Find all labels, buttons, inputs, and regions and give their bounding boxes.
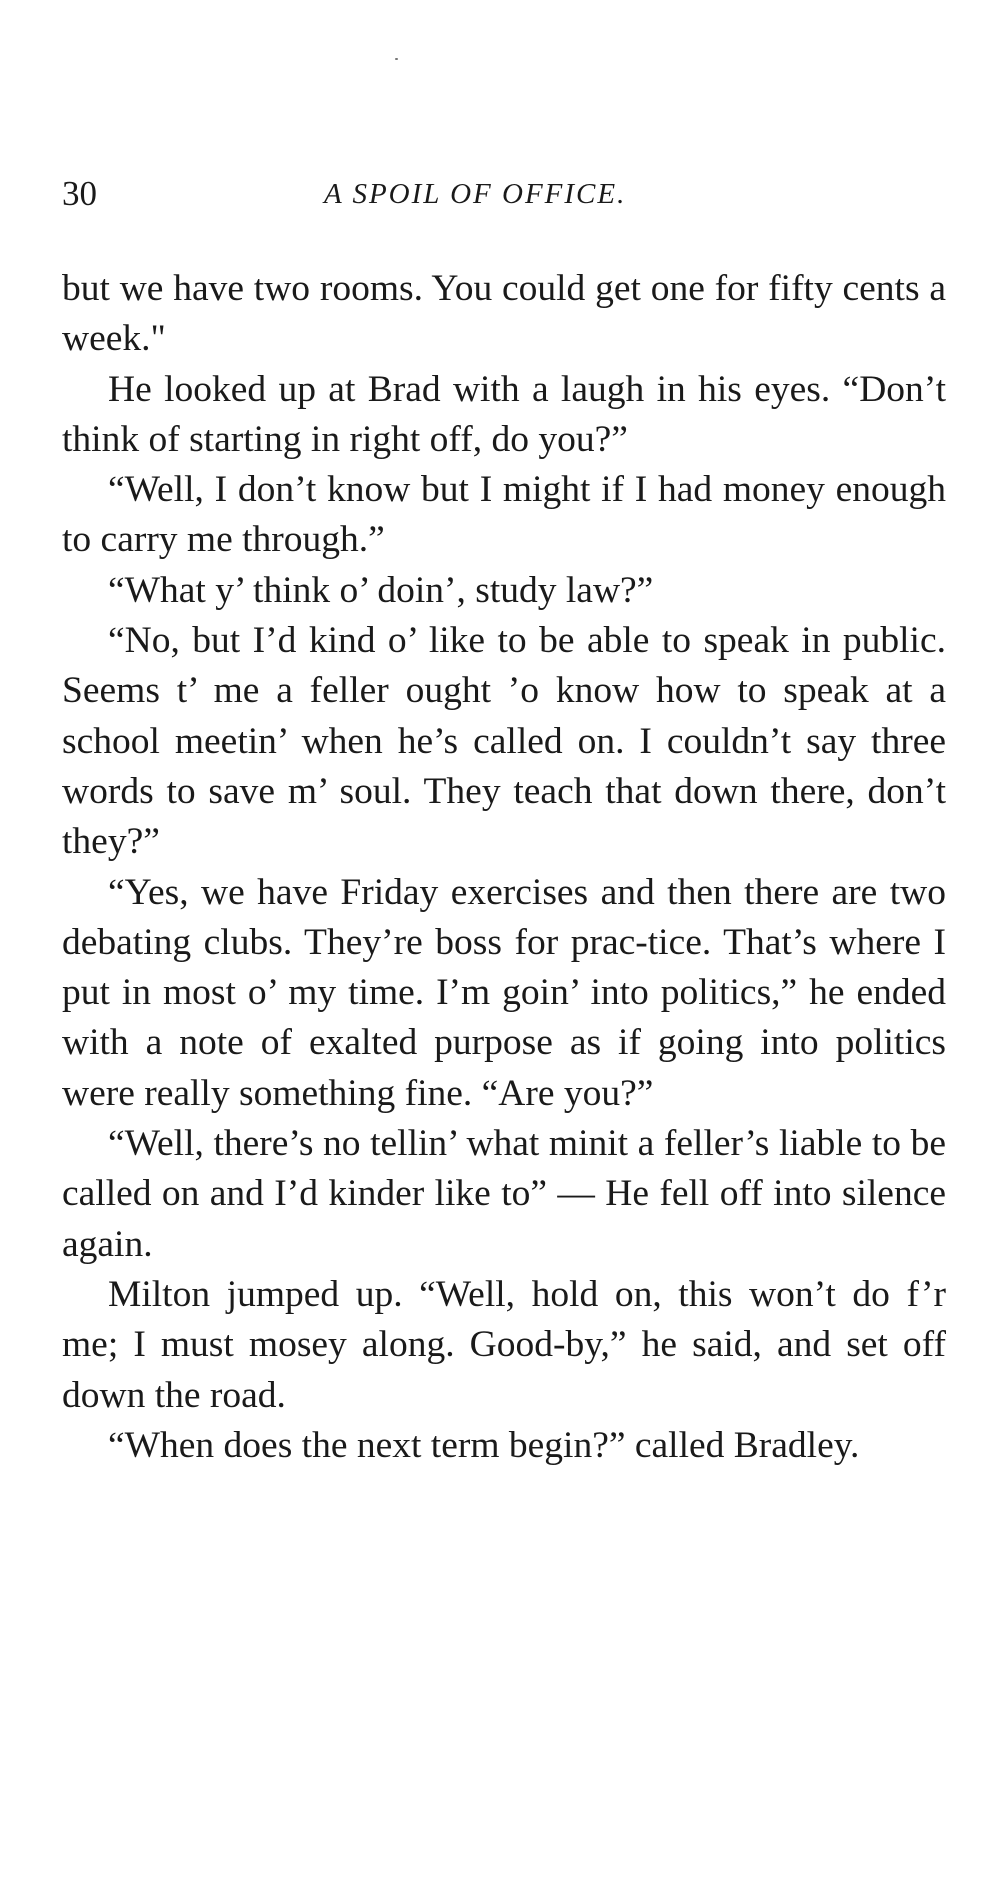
running-head bbox=[62, 172, 946, 216]
print-speck bbox=[395, 58, 398, 60]
running-title: A SPOIL OF OFFICE. bbox=[324, 178, 627, 210]
paragraph: “No, but I’d kind o’ like to be able to speak in public. Seems t’ me a feller ought ’o know how to speak at a school meetin’ when he’s called on. I couldn’t say three words to save m’ soul. They teach that down there, don’t they?” bbox=[62, 620, 946, 863]
paragraph: “Well, I don’t know but I might if I had money enough to carry me through.” bbox=[62, 469, 946, 561]
paragraph: Milton jumped up. “Well, hold on, this won’t do f’r me; I must mosey along. Good-by,” he said, and set off down the road. bbox=[62, 1273, 946, 1416]
paragraph: He looked up at Brad with a laugh in his eyes. “Don’t think of starting in right off, do you?” bbox=[62, 368, 946, 460]
paragraph: “Well, there’s no tellin’ what minit a feller’s liable to be called on and I’d kinder like to” — He fell off into silence again. bbox=[62, 1123, 946, 1265]
page-number: 30 bbox=[62, 174, 97, 213]
paragraph: but we have two rooms. You could get one for fifty cents a week." bbox=[62, 268, 946, 360]
paragraph: “When does the next term begin?” called Bradley. bbox=[108, 1424, 860, 1466]
paragraph: “What y’ think o’ doin’, study law?” bbox=[108, 569, 654, 611]
paragraph: “Yes, we have Friday exercises and then there are two debating clubs. They’re boss for prac-tice. That’s where I put in most o’ my time. I’m goin’ into politics,” he ended with a note of exalted purpose as if going into politics were really something fine. “Are you?” bbox=[62, 871, 946, 1114]
body-text bbox=[62, 264, 946, 1471]
